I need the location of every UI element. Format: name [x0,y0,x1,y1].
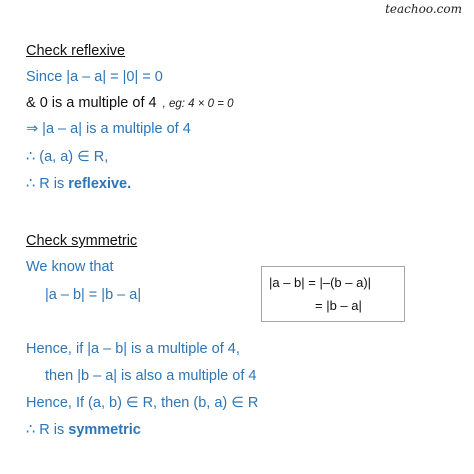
check-reflexive-heading: Check reflexive [26,43,126,59]
symmetric-line-3: Hence, if |a – b| is a multiple of 4, [26,341,240,357]
reflexive-line-2-text: & 0 is a multiple of 4 [26,95,157,111]
symmetric-line-2: |a – b| = |b – a| [45,287,142,303]
reflexive-example-note: , eg: 4 × 0 = 0 [162,98,234,110]
reflexive-conclusion [26,175,131,193]
reflexive-line-3: ⇒ |a – a| is a multiple of 4 [26,121,191,137]
symmetric-line-4: then |b – a| is also a multiple of 4 [45,368,257,384]
box-line-1: |a – b| = |–(b – a)| [269,275,372,290]
check-symmetric-heading: Check symmetric [26,233,138,249]
reflexive-line-2 [26,94,234,113]
reflexive-conclusion-prefix: ∴ R is [26,176,69,192]
teachoo-logo: teachoo.com [385,2,462,16]
symmetric-keyword: symmetric [68,422,141,438]
box-line-2: = |b – a| [315,298,362,313]
symmetric-conclusion-prefix: ∴ R is [26,422,69,438]
explanation-box [261,266,405,322]
reflexive-keyword: reflexive. [68,176,132,192]
reflexive-line-1: Since |a – a| = |0| = 0 [26,69,163,85]
reflexive-line-4: ∴ (a, a) ∈ R, [26,149,109,165]
symmetric-line-5: Hence, If (a, b) ∈ R, then (b, a) ∈ R [26,395,259,411]
symmetric-line-1: We know that [26,259,114,275]
symmetric-conclusion [26,421,141,439]
